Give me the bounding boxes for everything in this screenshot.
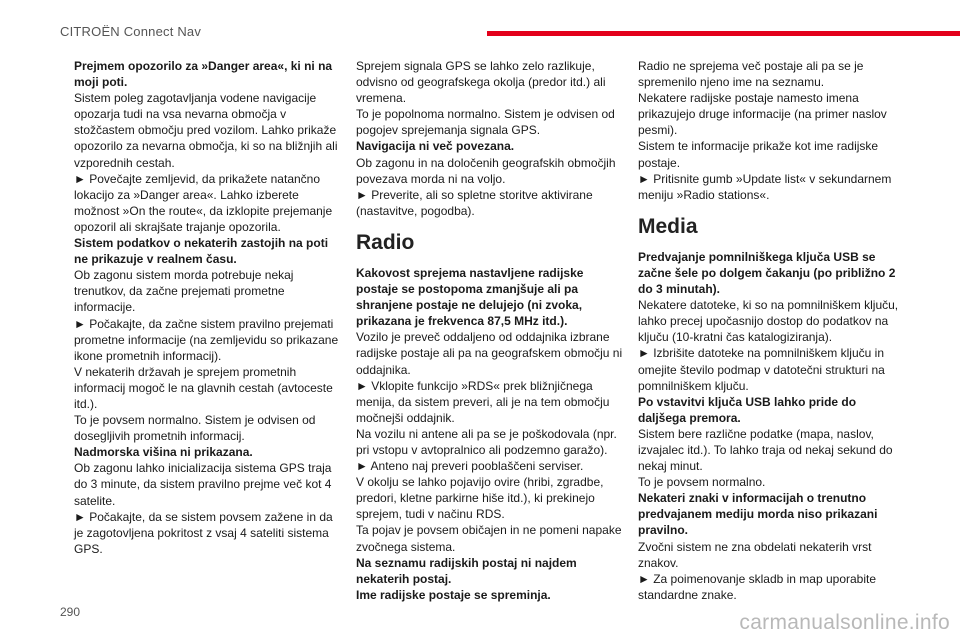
paragraph: To je povsem normalno. xyxy=(638,475,766,490)
paragraph: V nekaterih državah je sprejem prometnih informacij mogoč le na glavnih cestah (avtoceste itd.). xyxy=(74,364,333,411)
paragraph: Ob zagonu in na določenih geografskih območjih povezava morda ni na voljo. xyxy=(356,155,616,186)
page-number: 290 xyxy=(60,605,81,619)
paragraph: Ob zagonu sistem morda potrebuje nekaj trenutkov, da začne prejemati prometne informacije. xyxy=(74,268,294,315)
paragraph: Sprejem signala GPS se lahko zelo razlikuje, odvisno od geografskega okolja (predor itd.) ali vremena. xyxy=(356,59,606,106)
bold-paragraph: Kakovost sprejema nastavljene radijske postaje se postopoma zmanjšuje ali pa shranjene postaje ne delujejo (ni zvoka, prikazana je frekvenca 87,5 MHz itd.). xyxy=(356,265,584,329)
paragraph: ► Preverite, ali so spletne storitve aktivirane (nastavitve, pogodba). xyxy=(356,187,593,218)
bold-paragraph: Nekateri znaki v informacijah o trenutno predvajanem mediju morda niso prikazani pravilno. xyxy=(638,491,878,538)
paragraph: ► Za poimenovanje skladb in map uporabite standardne znake. xyxy=(638,571,877,602)
bold-paragraph: Sistem podatkov o nekaterih zastojih na poti ne prikazuje v realnem času. xyxy=(74,236,329,267)
paragraph: Sistem poleg zagotavljanja vodene navigacije opozarja tudi na vsa nevarna območja v stožčastem območju pred vozilom. Lahko prikaže opozorilo za nevarna območja, ki so na bližnjih ali vzporednih cestah. xyxy=(74,91,338,170)
bold-paragraph: Nadmorska višina ni prikazana. xyxy=(74,445,253,460)
watermark: carmanualsonline.info xyxy=(739,611,950,634)
paragraph: To je povsem normalno. Sistem je odvisen od dosegljivih prometnih informacij. xyxy=(74,413,316,444)
paragraph: Vozilo je preveč oddaljeno od oddajnika izbrane radijske postaje ali pa na geografskem območju ni oddajnika. xyxy=(356,330,623,377)
paragraph: ► Izbrišite datoteke na pomnilniškem ključu in omejite število podmap v datotečni strukturi na pomnilniškem ključu. xyxy=(638,346,885,393)
paragraph: Radio ne sprejema več postaje ali pa se je spremenilo njeno ime na seznamu. xyxy=(638,59,864,90)
bold-paragraph: Prejmem opozorilo za »Danger area«, ki ni na moji poti. xyxy=(74,59,333,90)
bold-paragraph: Navigacija ni več povezana. xyxy=(356,139,515,154)
paragraph: ► Pritisnite gumb »Update list« v sekundarnem meniju »Radio stations«. xyxy=(638,171,892,202)
paragraph: Na vozilu ni antene ali pa se je poškodovala (npr. pri vstopu v avtopralnico ali podzemno garažo). xyxy=(356,426,617,457)
paragraph: To je popolnoma normalno. Sistem je odvisen od pogojev sprejemanja signala GPS. xyxy=(356,107,615,138)
paragraph: Sistem te informacije prikaže kot ime radijske postaje. xyxy=(638,139,879,170)
paragraph: ► Počakajte, da se sistem povsem zažene in da je zagotovljena pokritost z vsaj 4 sateliti sistema GPS. xyxy=(74,509,333,556)
header-accent-bar xyxy=(487,31,960,36)
bold-paragraph: Predvajanje pomnilniškega ključa USB se začne šele po dolgem čakanju (po približno 2 do 3 minutah). xyxy=(638,249,896,297)
paragraph: ► Počakajte, da začne sistem pravilno prejemati prometne informacije (na zemljevidu so prikazane ikone prometnih informacij). xyxy=(74,316,339,363)
section-heading-radio: Radio xyxy=(356,230,415,254)
bold-paragraph: Na seznamu radijskih postaj ni najdem nekaterih postaj. xyxy=(356,555,577,586)
header-title: CITROËN Connect Nav xyxy=(60,24,202,39)
paragraph: Nekatere radijske postaje namesto imena prikazujejo druge informacije (na primer naslov pesmi). xyxy=(638,91,887,138)
paragraph: Nekatere datoteke, ki so na pomnilniškem ključu, lahko precej upočasnijo dostop do podatkov na ključu (10-kratni čas katalogiziranja). xyxy=(638,298,899,345)
column-1 xyxy=(74,58,342,557)
column-2 xyxy=(356,58,624,603)
bold-paragraph: Po vstavitvi ključa USB lahko pride do daljšega premora. xyxy=(638,394,857,425)
paragraph: Ob zagonu lahko inicializacija sistema GPS traja do 3 minute, da sistem pravilno prejme več kot 4 satelite. xyxy=(74,461,332,508)
paragraph: ► Povečajte zemljevid, da prikažete natančno lokacijo za »Danger area«. Lahko izberete možnost »On the route«, da izklopite prejemanje opozoril ali skrajšate trajanje opozorila. xyxy=(74,171,333,234)
bold-paragraph: Ime radijske postaje se spreminja. xyxy=(356,587,551,602)
paragraph: Ta pojav je povsem običajen in ne pomeni napake zvočnega sistema. xyxy=(356,523,622,554)
paragraph: ► Anteno naj preveri pooblaščeni serviser. xyxy=(356,459,584,474)
section-heading-media: Media xyxy=(638,214,698,238)
paragraph: Sistem bere različne podatke (mapa, naslov, izvajalec itd.). To lahko traja od nekaj sekund do nekaj minut. xyxy=(638,426,893,474)
paragraph: ► Vklopite funkcijo »RDS« prek bližnjičnega menija, da sistem preveri, ali je na tem območju močnejši oddajnik. xyxy=(356,378,610,425)
column-3 xyxy=(638,58,906,603)
paragraph: V okolju se lahko pojavijo ovire (hribi, zgradbe, predori, kletne parkirne hiše itd.), ki prekinejo sprejem, tudi v načinu RDS. xyxy=(356,475,604,522)
paragraph: Zvočni sistem ne zna obdelati nekaterih vrst znakov. xyxy=(638,539,872,570)
